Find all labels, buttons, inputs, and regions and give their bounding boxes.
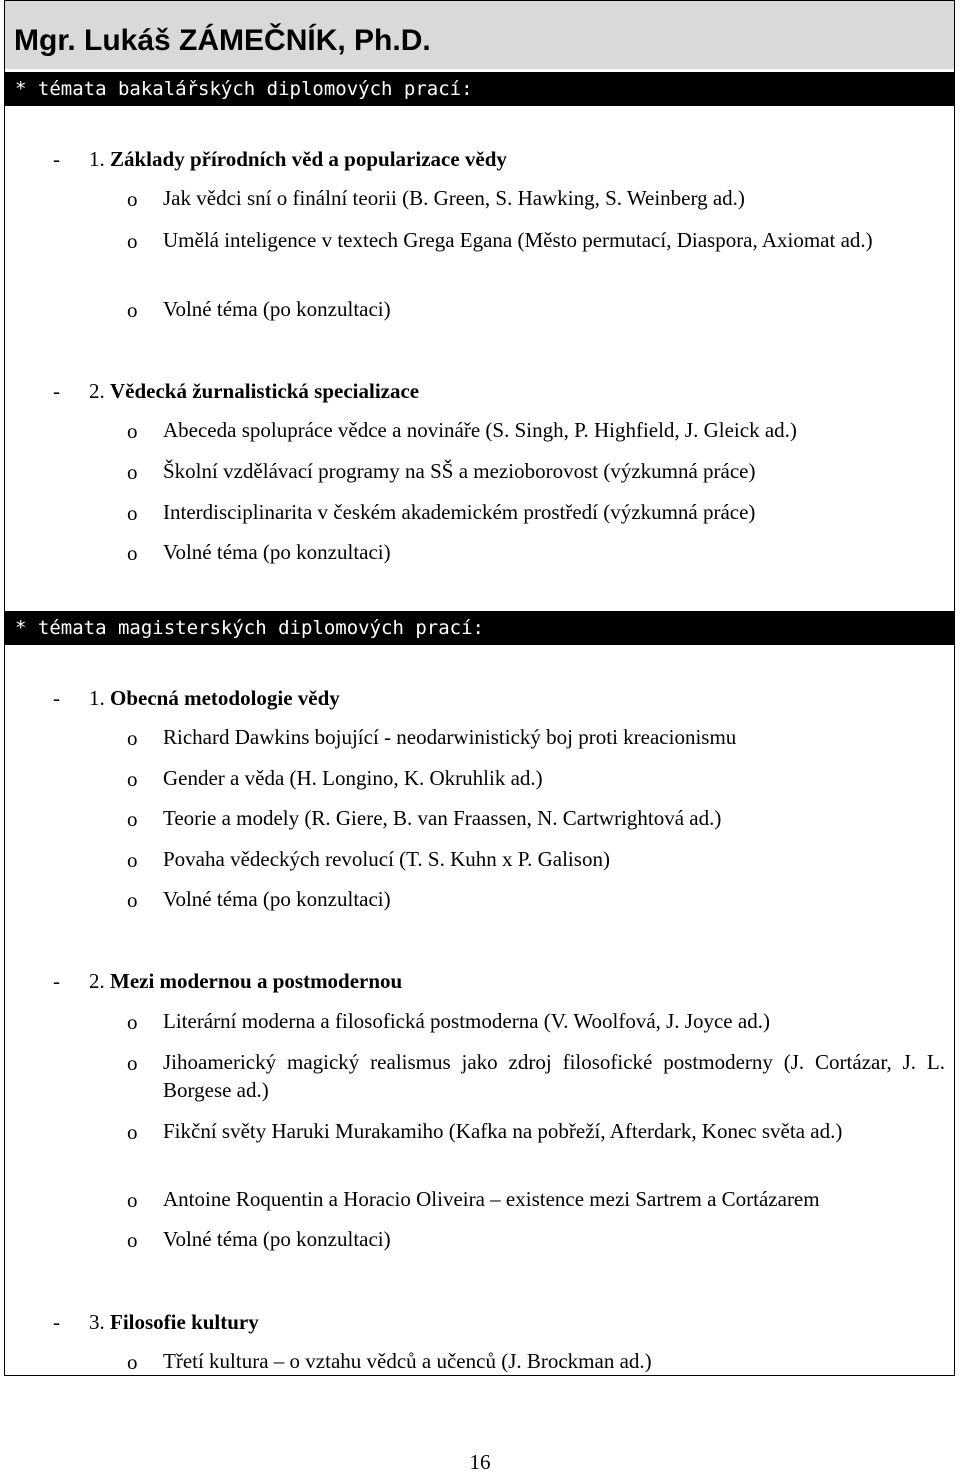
title-bar xyxy=(5,1,954,69)
topic-title: Obecná metodologie vědy xyxy=(110,686,340,710)
list-item: Umělá inteligence v textech Grega Egana (Město permutací, Diaspora, Axiomat ad.) xyxy=(163,228,873,252)
bullet-icon: o xyxy=(127,501,138,525)
author-name: Mgr. Lukáš ZÁMEČNÍK, Ph.D. xyxy=(14,24,431,57)
list-item: Volné téma (po konzultaci) xyxy=(163,297,391,321)
topic-number: 2. xyxy=(89,969,105,993)
bullet-icon: o xyxy=(127,460,138,484)
page-number: 16 xyxy=(469,1450,491,1474)
list-item: Gender a věda (H. Longino, K. Okruhlik ad.) xyxy=(163,766,543,790)
list-item: Povaha vědeckých revolucí (T. S. Kuhn x P. Galison) xyxy=(163,847,610,871)
topic-heading xyxy=(89,1310,259,1335)
bachelor-header: * témata bakalářských diplomových prací: xyxy=(5,72,954,106)
topic-title: Vědecká žurnalistická specializace xyxy=(110,379,420,403)
bullet-icon: o xyxy=(127,298,138,322)
master-header: * témata magisterských diplomových prací: xyxy=(5,611,954,645)
bullet-icon: o xyxy=(127,1350,138,1374)
bullet-icon: o xyxy=(127,1010,138,1034)
list-item: Richard Dawkins bojující - neodarwinistický boj proti kreacionismu xyxy=(163,725,737,749)
topic-heading xyxy=(89,969,402,994)
bullet-icon: o xyxy=(127,419,138,443)
bullet-icon: o xyxy=(127,541,138,565)
topic-heading xyxy=(89,379,419,404)
bullet-icon: o xyxy=(127,726,138,750)
list-item: Interdisciplinarita v českém akademickém prostředí (výzkumná práce) xyxy=(163,500,756,524)
topic-title: Filosofie kultury xyxy=(110,1310,259,1334)
bullet-icon: o xyxy=(127,229,138,253)
list-item: Literární moderna a filosofická postmoderna (V. Woolfová, J. Joyce ad.) xyxy=(163,1009,770,1033)
topic-dash: - xyxy=(53,147,60,171)
list-item: Volné téma (po konzultaci) xyxy=(163,887,391,911)
topic-number: 1. xyxy=(89,147,105,171)
list-item: Jihoamerický magický realismus jako zdroj filosofické postmoderny (J. Cortázar, J. L. Borgese ad.) xyxy=(163,1050,945,1102)
topic-number: 3. xyxy=(89,1310,105,1334)
topic-heading xyxy=(89,686,340,711)
list-item: Teorie a modely (R. Giere, B. van Fraassen, N. Cartwrightová ad.) xyxy=(163,806,722,830)
topic-dash: - xyxy=(53,379,60,403)
bullet-icon: o xyxy=(127,187,138,211)
bullet-icon: o xyxy=(127,1051,138,1075)
bullet-icon: o xyxy=(127,888,138,912)
list-item: Třetí kultura – o vztahu vědců a učenců (J. Brockman ad.) xyxy=(163,1349,652,1373)
list-item: Abeceda spolupráce vědce a novináře (S. Singh, P. Highfield, J. Gleick ad.) xyxy=(163,418,797,442)
bullet-icon: o xyxy=(127,1120,138,1144)
list-item: Antoine Roquentin a Horacio Oliveira – existence mezi Sartrem a Cortázarem xyxy=(163,1187,820,1211)
topic-dash: - xyxy=(53,1310,60,1334)
list-item: Školní vzdělávací programy na SŠ a mezioborovost (výzkumná práce) xyxy=(163,459,756,483)
topic-title: Mezi modernou a postmodernou xyxy=(110,969,403,993)
topic-heading xyxy=(89,147,507,172)
topic-number: 2. xyxy=(89,379,105,403)
bullet-icon: o xyxy=(127,1188,138,1212)
topic-dash: - xyxy=(53,969,60,993)
topic-number: 1. xyxy=(89,686,105,710)
list-item: Volné téma (po konzultaci) xyxy=(163,1227,391,1251)
bullet-icon: o xyxy=(127,767,138,791)
list-item: Fikční světy Haruki Murakamiho (Kafka na pobřeží, Afterdark, Konec světa ad.) xyxy=(163,1119,843,1143)
list-item: Jak vědci sní o finální teorii (B. Green, S. Hawking, S. Weinberg ad.) xyxy=(163,186,745,210)
topic-dash: - xyxy=(53,686,60,710)
list-item: Volné téma (po konzultaci) xyxy=(163,540,391,564)
bullet-icon: o xyxy=(127,1228,138,1252)
bullet-icon: o xyxy=(127,848,138,872)
bullet-icon: o xyxy=(127,807,138,831)
topic-title: Základy přírodních věd a popularizace vědy xyxy=(110,147,507,171)
